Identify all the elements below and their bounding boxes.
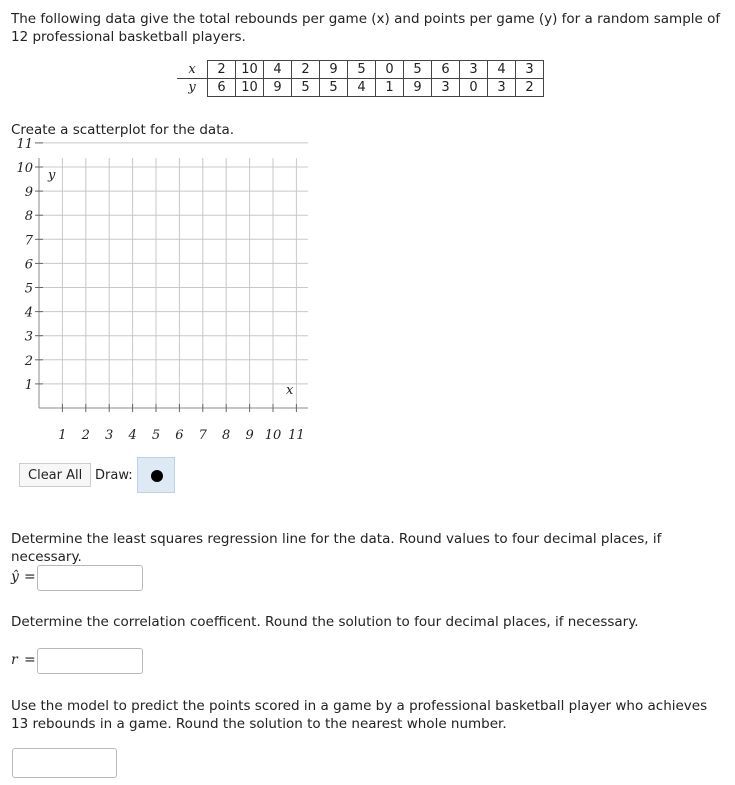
x-tick-label: 2	[81, 428, 90, 443]
y-cell: 3	[432, 79, 460, 97]
r-label: r	[11, 652, 18, 668]
x-cell: 2	[292, 61, 320, 79]
x-tick-label: 6	[175, 428, 184, 443]
x-cell: 6	[432, 61, 460, 79]
x-header: x	[177, 61, 208, 79]
clear-all-button[interactable]: Clear All	[19, 463, 91, 487]
x-cell: 3	[460, 61, 488, 79]
y-tick-label: 2	[24, 353, 33, 369]
x-cell: 3	[516, 61, 544, 79]
scatter-prompt: Create a scatterplot for the data.	[11, 122, 235, 138]
y-cell: 6	[208, 79, 236, 97]
x-tick-label: 3	[105, 428, 114, 443]
y-tick-label: 5	[24, 281, 33, 297]
x-tick-label: 7	[198, 428, 207, 443]
y-cell: 3	[488, 79, 516, 97]
regression-line-input[interactable]	[37, 565, 143, 591]
x-cell: 4	[264, 61, 292, 79]
x-axis-label: x	[286, 383, 294, 398]
point-tool-icon	[151, 470, 163, 482]
equals-sign: =	[24, 652, 36, 668]
correlation-input[interactable]	[37, 648, 143, 674]
intro-text: The following data give the total rebounds per game (x) and points per game (y) for a random sample of 12 professional basketball players.	[11, 11, 721, 45]
y-cell: 10	[236, 79, 264, 97]
y-cell: 4	[348, 79, 376, 97]
x-tick-label: 11	[288, 428, 305, 443]
x-cell: 5	[348, 61, 376, 79]
x-cell: 9	[320, 61, 348, 79]
q2-text: Determine the correlation coefficent. Round the solution to four decimal places, if necessary.	[11, 614, 639, 630]
y-cell: 2	[516, 79, 544, 97]
x-tick-label: 5	[151, 428, 161, 443]
y-tick-label: 7	[24, 233, 33, 249]
y-tick-label: 9	[24, 185, 33, 201]
y-cell: 5	[292, 79, 320, 97]
equals-sign: =	[24, 569, 36, 585]
y-tick-label: 6	[24, 257, 33, 273]
y-tick-label: 10	[16, 161, 33, 176]
x-cell: 5	[404, 61, 432, 79]
x-row	[177, 61, 544, 79]
y-hat-label: ŷ	[11, 569, 19, 585]
y-cell: 1	[376, 79, 404, 97]
x-cell: 0	[376, 61, 404, 79]
y-row	[177, 79, 544, 97]
y-tick-label: 1	[24, 377, 33, 393]
y-tick-label: 11	[16, 136, 33, 152]
x-tick-label: 9	[245, 428, 254, 443]
prediction-input[interactable]	[12, 748, 117, 778]
x-tick-label: 4	[128, 428, 137, 443]
y-cell: 9	[404, 79, 432, 97]
y-tick-label: 8	[24, 209, 33, 225]
y-header: y	[177, 79, 208, 97]
q1-text: Determine the least squares regression line for the data. Round values to four decimal places, if necessary.	[11, 531, 662, 565]
data-table	[177, 60, 544, 97]
y-axis-label: y	[48, 168, 56, 183]
y-cell: 9	[264, 79, 292, 97]
y-tick-label: 3	[24, 329, 33, 345]
draw-label: Draw:	[95, 468, 133, 483]
y-cell: 0	[460, 79, 488, 97]
scatterplot-graph[interactable]	[0, 136, 330, 450]
x-tick-label: 10	[264, 428, 282, 443]
y-tick-label: 4	[24, 305, 33, 321]
x-cell: 2	[208, 61, 236, 79]
x-cell: 4	[488, 61, 516, 79]
q3-text: Use the model to predict the points scored in a game by a professional basketball player who achieves 13 rebounds in a game. Round the solution to the nearest whole number.	[11, 698, 708, 732]
x-tick-label: 8	[222, 428, 231, 443]
draw-point-tool[interactable]	[137, 457, 175, 493]
x-cell: 10	[236, 61, 264, 79]
x-tick-label: 1	[58, 428, 67, 443]
y-cell: 5	[320, 79, 348, 97]
